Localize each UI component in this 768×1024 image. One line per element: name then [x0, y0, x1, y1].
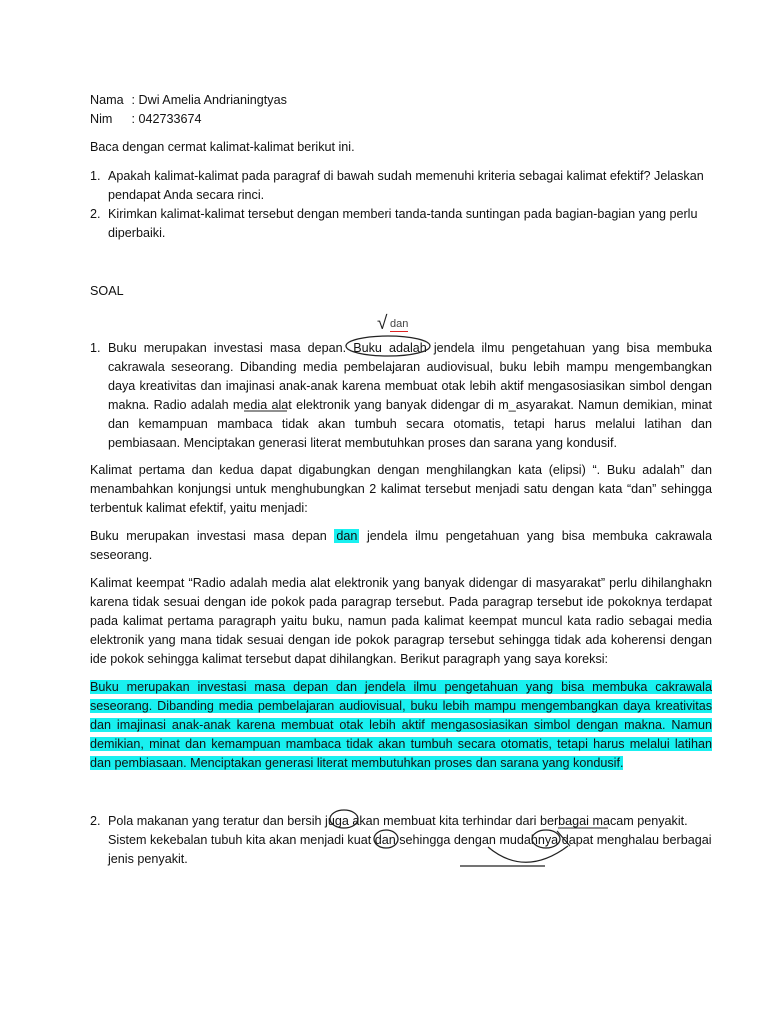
nim-value: : 042733674 — [131, 112, 202, 126]
task-2-number: 2. — [90, 207, 101, 221]
combined-highlight-dan: dan — [336, 529, 358, 543]
nama-label: Nama — [90, 93, 124, 107]
soal-2-number: 2. — [90, 814, 101, 828]
task-2-text: Kirimkan kalimat-kalimat tersebut dengan memberi tanda-tanda suntingan pada bagian-bagian yang perlu diperbaiki. — [108, 207, 698, 240]
nim-label: Nim — [90, 112, 113, 126]
explanation-1: Kalimat pertama dan kedua dapat digabungkan dengan menghilangkan kata (elipsi) “. Buku adalah” dan menambahkan konjungsi untuk menghubungkan 2 kalimat tersebut menjadi satu dengan kata “dan” sehingga terbentuk kalimat efektif, yaitu menjadi: — [90, 463, 712, 515]
nama-value: : Dwi Amelia Andrianingtyas — [131, 93, 287, 107]
task-1-text: Apakah kalimat-kalimat pada paragraf di bawah sudah memenuhi kriteria sebagai kalimat efektif? Jelaskan pendapat Anda secara rinci. — [108, 169, 704, 202]
task-1-number: 1. — [90, 169, 101, 183]
soal-1-number: 1. — [90, 341, 101, 355]
soal-heading: SOAL — [90, 284, 124, 298]
combined-sentence — [90, 527, 712, 565]
combined-before: Buku merupakan investasi masa depan — [90, 529, 335, 543]
name-row — [90, 91, 287, 110]
insertion-word-dan: dan — [390, 318, 409, 330]
soal-1-paragraph: Buku merupakan investasi masa depan. Buku adalah jendela ilmu pengetahuan yang bisa membuka cakrawala seseorang. Dibanding media pembelajaran audiovisual, buku lebih mampu mengembangkan daya kreativitas dan imajinasi anak-anak karena membuat otak lebih aktif mengasosiasikan simbol dengan makna. Radio adalah media alat elektronik yang banyak didengar di m_asyarakat. Namun demikian, minat dan kemampuan mambaca tidak akan tumbuh secara otomatis, tetapi harus melalui latihan dan pembiasaan. Menciptakan generasi literat membutuhkan proses dan sarana yang kondusif. — [108, 341, 712, 450]
explanation-2: Kalimat keempat “Radio adalah media alat elektronik yang banyak didengar di masyarakat” perlu dihilanghakn karena tidak sesuai dengan ide pokok pada paragrap tersebut. Pada paragrap tersebut ide pokoknya terdapat pada kalimat pertama paragraph yaitu buku, namun pada kalimat keempat muncul kata radio sebagai media elektronik yang mana tidak sesuai dengan ide pokok paragrap tersebut sehingga tidak ada koherensi dengan ide pokok sehingga kalimat tersebut dapat dihilangkan. Berikut paragraph yang saya koreksi: — [90, 576, 712, 666]
soal-2-paragraph: Pola makanan yang teratur dan bersih juga akan membuat kita terhindar dari berbagai macam penyakit. Sistem kekebalan tubuh kita akan menjadi kuat dan sehingga dengan mudahnya dapat menghalau berbagai jenis penyakit. — [108, 814, 712, 866]
insertion-check-mark: √ — [377, 313, 388, 334]
instruction: Baca dengan cermat kalimat-kalimat berikut ini. — [90, 140, 355, 154]
corrected-paragraph — [90, 678, 712, 773]
combined-after: jendela ilmu pengetahuan yang bisa membuka cakrawala seseorang. — [90, 529, 712, 562]
corrected-paragraph-text: Buku merupakan investasi masa depan dan jendela ilmu pengetahuan yang bisa membuka cakrawala seseorang. Dibanding media pembelajaran audiovisual, buku lebih mampu mengembangkan daya kreativitas dan imajinasi anak-anak karena membuat otak lebih aktif mengasosiasikan simbol dengan makna. Namun demikian, minat dan kemampuan mambaca tidak akan tumbuh secara otomatis, tetapi harus melalui latihan dan pembiasaan. Menciptakan generasi literat membutuhkan proses dan sarana yang kondusif. — [90, 680, 712, 770]
nim-row — [90, 110, 202, 129]
